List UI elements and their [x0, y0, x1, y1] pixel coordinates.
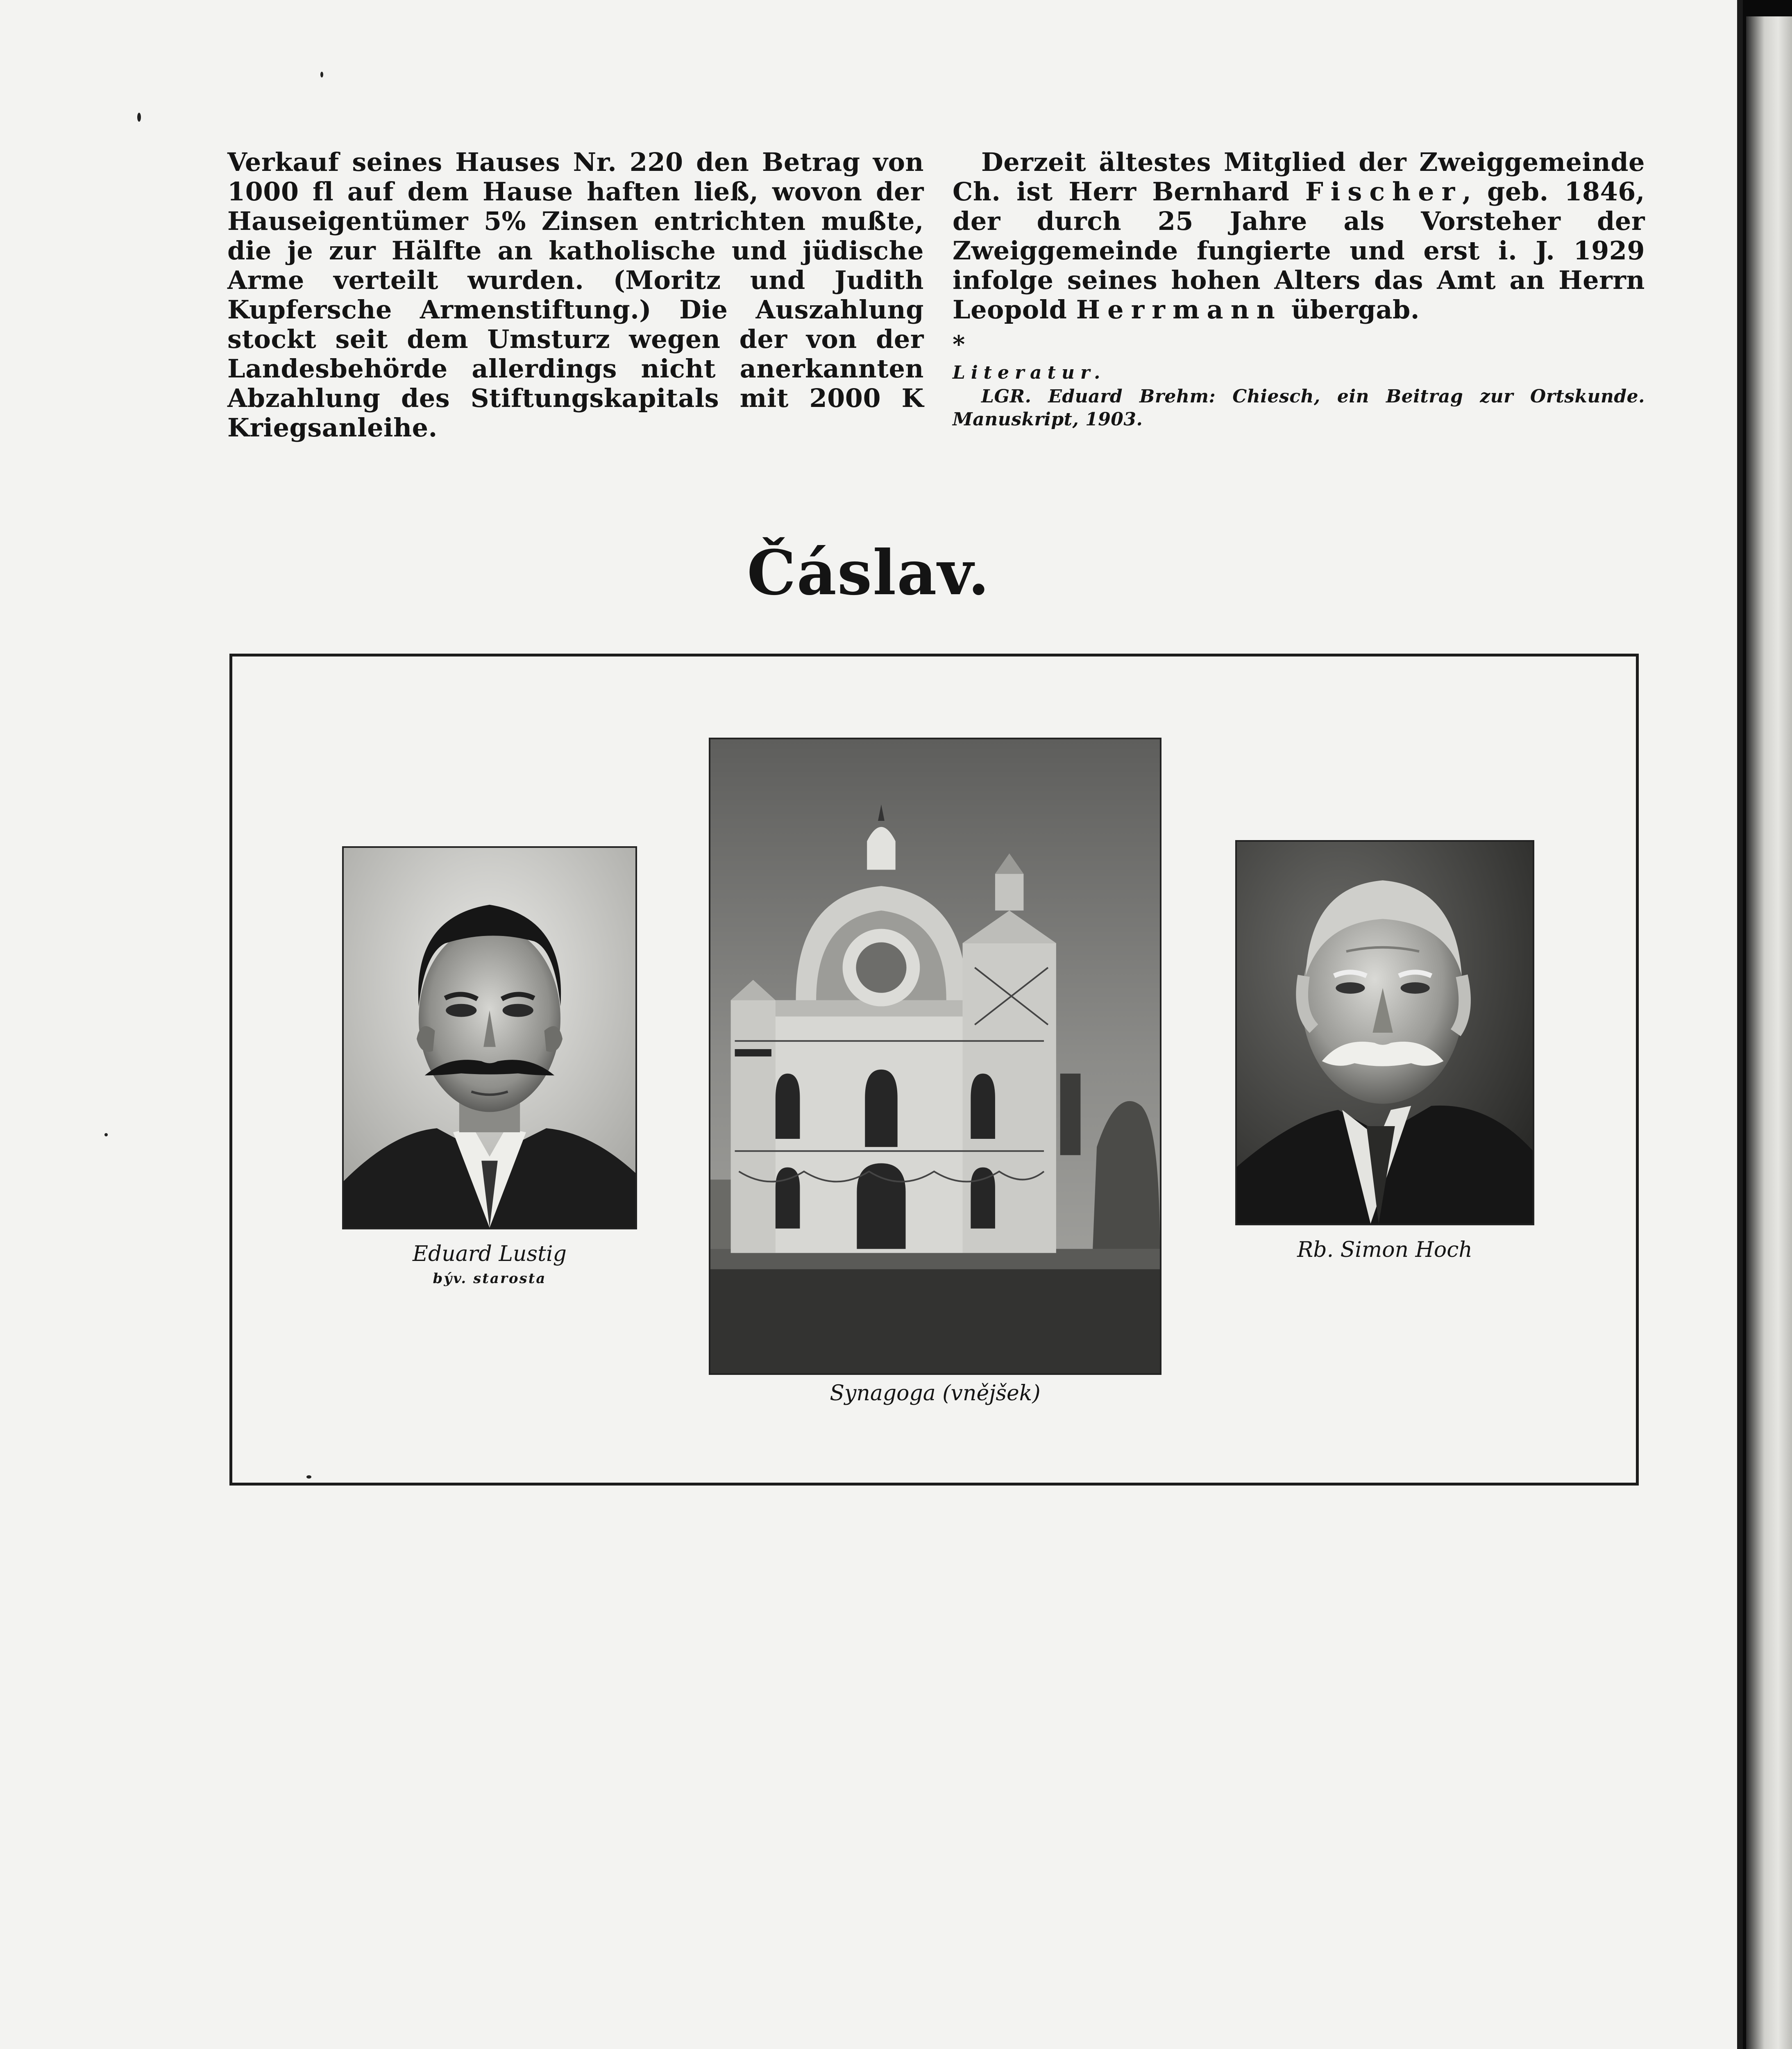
speck [104, 1133, 108, 1136]
caption-eduard-lustig: Eduard Lustig [413, 1242, 567, 1266]
section-star: * [953, 330, 965, 358]
left-paragraph: Verkauf seines Hauses Nr. 220 den Betrag von 1000 fl auf dem Hause haften ließ, wovon der Hauseigentümer 5% Zinsen entrichten mußte, die je zur Hälfte an katholische und jüdische Arme verteilt wurden. (Moritz und Judith Kupfersche Armenstiftung.) Die Auszahlung stockt seit dem Umsturz wegen der von der Landesbehörde allerdings nicht anerkannten Abzahlung des Stiftungskapitals mit 2000 K Kriegsanleihe. [227, 147, 924, 443]
section-heading: Čáslav. [747, 537, 990, 609]
right-paragraph-part3: übergab. [1282, 295, 1420, 325]
name-herrmann: Herrmann [1076, 295, 1282, 325]
speck [306, 1475, 311, 1479]
photo-synagogue-exterior [709, 738, 1161, 1375]
literature-entry: LGR. Eduard Brehm: Chiesch, ein Beitrag zur Ortskunde. Manuskript, 1903. [953, 386, 1645, 430]
right-paragraph-part2: , geb. 1846, der durch 25 Jahre als Vorsteher der Zweiggemeinde fungierte und erst i. J. 1929 infolge seines hohen Alters das Amt an Herrn Leopold [953, 177, 1645, 325]
caption-simon-hoch: Rb. Simon Hoch [1297, 1238, 1472, 1262]
left-text-column [227, 148, 924, 443]
caption-left [342, 1242, 637, 1291]
portrait-eduard-lustig [342, 846, 637, 1229]
right-paragraph-part1: Derzeit ältestes Mitglied der Zweiggemeinde Ch. ist Herr Bernhard [953, 147, 1645, 207]
right-paragraph [953, 148, 1645, 325]
speck [320, 72, 323, 77]
portrait-simon-hoch [1235, 840, 1534, 1225]
caption-synagogue: Synagoga (vnějšek) [830, 1381, 1041, 1406]
name-fischer: Fischer [1305, 177, 1463, 207]
speck [137, 113, 141, 122]
literature-title: Literatur. [953, 362, 1106, 383]
adjacent-page-edge [1746, 16, 1792, 2049]
caption-byv-starosta: býv. starosta [433, 1270, 547, 1287]
right-text-column [953, 148, 1645, 431]
